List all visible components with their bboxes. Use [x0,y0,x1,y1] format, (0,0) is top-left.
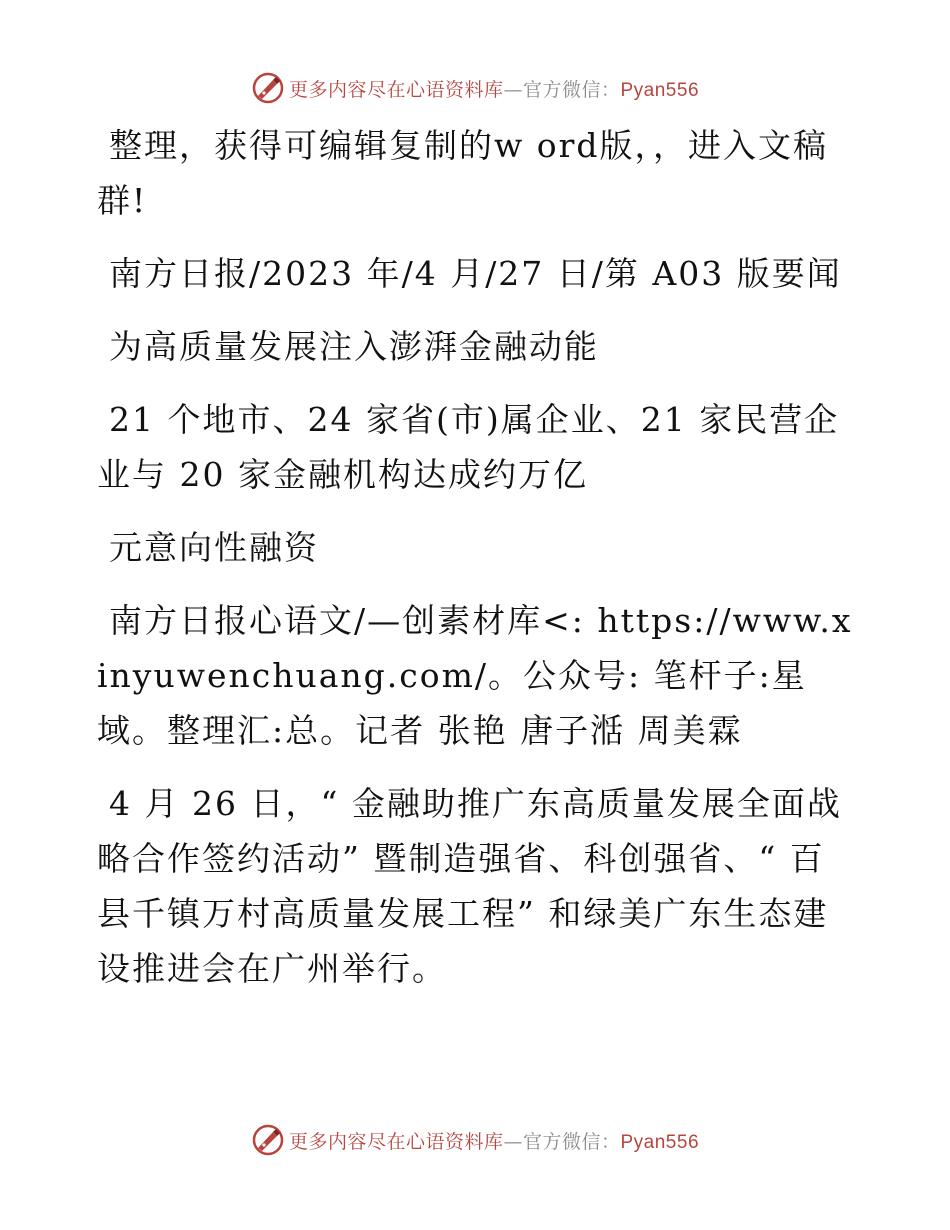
paragraph-body: 4 月 26 日，“ 金融助推广东高质量发展全面战略合作签约活动” 暨制造强省、科创强省、“ 百县千镇万村高质量发展工程” 和绿美广东生态建设推进会在广州举行。 [97,784,842,988]
banner-text [289,75,699,102]
banner-wechat-id: Pyan556 [620,1131,700,1153]
banner-separator: — [503,78,523,101]
document-body [97,118,857,1014]
banner-wechat-id: Pyan556 [620,79,700,101]
paragraph-headline: 为高质量发展注入澎湃金融动能 [109,327,599,366]
pen-nib-logo-icon [251,1123,285,1157]
header-banner [0,70,950,106]
paragraph-subheadline-cont: 元意向性融资 [109,528,319,567]
banner-text [289,1127,699,1154]
paragraph-source-line: 南方日报/2023 年/4 月/27 日/第 A03 版要闻 [109,254,842,293]
paragraph-byline: 南方日报心语文/—创素材库<: https://www.xinyuwenchuang.com/。公众号: 笔杆子:星域。整理汇:总。记者 张艳 唐子湉 周美霖 [97,601,853,750]
banner-wechat-label: 官方微信： [522,78,621,101]
banner-separator: — [503,1130,523,1153]
footer-banner [0,1122,950,1158]
paragraph-intro: 整理，获得可编辑复制的w ord版，，进入文稿群! [97,126,829,220]
pen-nib-logo-icon [251,71,285,105]
banner-main-text: 更多内容尽在心语资料库 [288,1130,504,1153]
banner-wechat-label: 官方微信： [522,1130,621,1153]
paragraph-subheadline: 21 个地市、24 家省(市)属企业、21 家民营企业与 20 家金融机构达成约万亿 [97,400,840,494]
banner-main-text: 更多内容尽在心语资料库 [288,78,504,101]
